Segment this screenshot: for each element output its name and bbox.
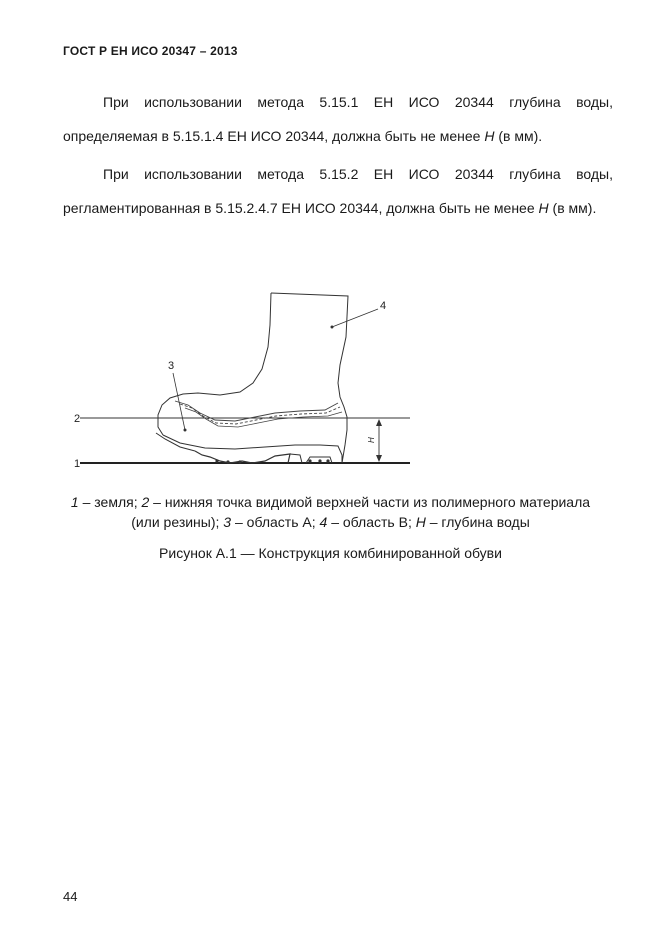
- depth-arrow-bottom: [376, 455, 382, 462]
- legend-text: – область В;: [327, 514, 416, 530]
- sole-tread: [195, 451, 290, 463]
- label-ground: 1: [74, 458, 81, 470]
- rubber-edge-dashed: [180, 404, 340, 424]
- page-number: 44: [63, 889, 78, 904]
- paragraph-text: (в мм).: [548, 200, 597, 216]
- paragraph-text: При использовании метода 5.15.1 ЕН ИСО 20344 глубина воды, определяемая в 5.15.1.4 ЕН ИСО 20344, должна быть не менее: [63, 94, 613, 144]
- boot-upper-outline: [271, 293, 348, 463]
- label-depth: H: [367, 437, 376, 443]
- tread-dot: [226, 460, 229, 463]
- tread-dot: [215, 459, 218, 462]
- tread-dot: [308, 459, 311, 462]
- legend-num: 2: [141, 494, 150, 510]
- tread-dot: [318, 459, 321, 462]
- variable-h: H: [484, 128, 495, 144]
- paragraph-text: (в мм).: [494, 128, 543, 144]
- figure-legend: [63, 492, 598, 532]
- boot-diagram: [70, 285, 415, 475]
- legend-num: 1: [70, 494, 79, 510]
- legend-text: – земля;: [78, 494, 142, 510]
- legend-num: 4: [319, 514, 328, 530]
- label-lowest-point: 2: [74, 413, 81, 425]
- leader-area-a: [173, 373, 185, 430]
- boot-sole: [163, 435, 342, 463]
- boot-toe-cap: [156, 433, 195, 451]
- paragraph-text: При использовании метода 5.15.2 ЕН ИСО 20344 глубина воды, регламентированная в 5.15.2.4.7 ЕН ИСО 20344, должна быть не менее: [63, 166, 613, 216]
- figure-caption: Рисунок А.1 — Конструкция комбинированной обуви: [159, 545, 502, 561]
- leader-area-b: [332, 309, 378, 327]
- legend-text: – область А;: [231, 514, 320, 530]
- tread-dot: [238, 460, 241, 463]
- label-area-a: 3: [168, 360, 175, 372]
- legend-num: 3: [223, 514, 232, 530]
- label-area-b: 4: [380, 300, 387, 312]
- legend-num: H: [415, 514, 426, 530]
- paragraph-method-1: [63, 85, 613, 153]
- tread-dot: [326, 459, 329, 462]
- depth-arrow-top: [376, 419, 382, 426]
- leader-dot: [331, 326, 334, 329]
- paragraph-method-2: [63, 157, 613, 225]
- document-header: ГОСТ Р ЕН ИСО 20347 – 2013: [63, 44, 238, 58]
- legend-text: – нижняя точка видимой верхней части из полимерного материала (или резины);: [131, 494, 591, 530]
- variable-h: H: [538, 200, 549, 216]
- boot-front-outline: [158, 293, 271, 435]
- legend-text: – глубина воды: [425, 514, 530, 530]
- leader-dot: [184, 429, 187, 432]
